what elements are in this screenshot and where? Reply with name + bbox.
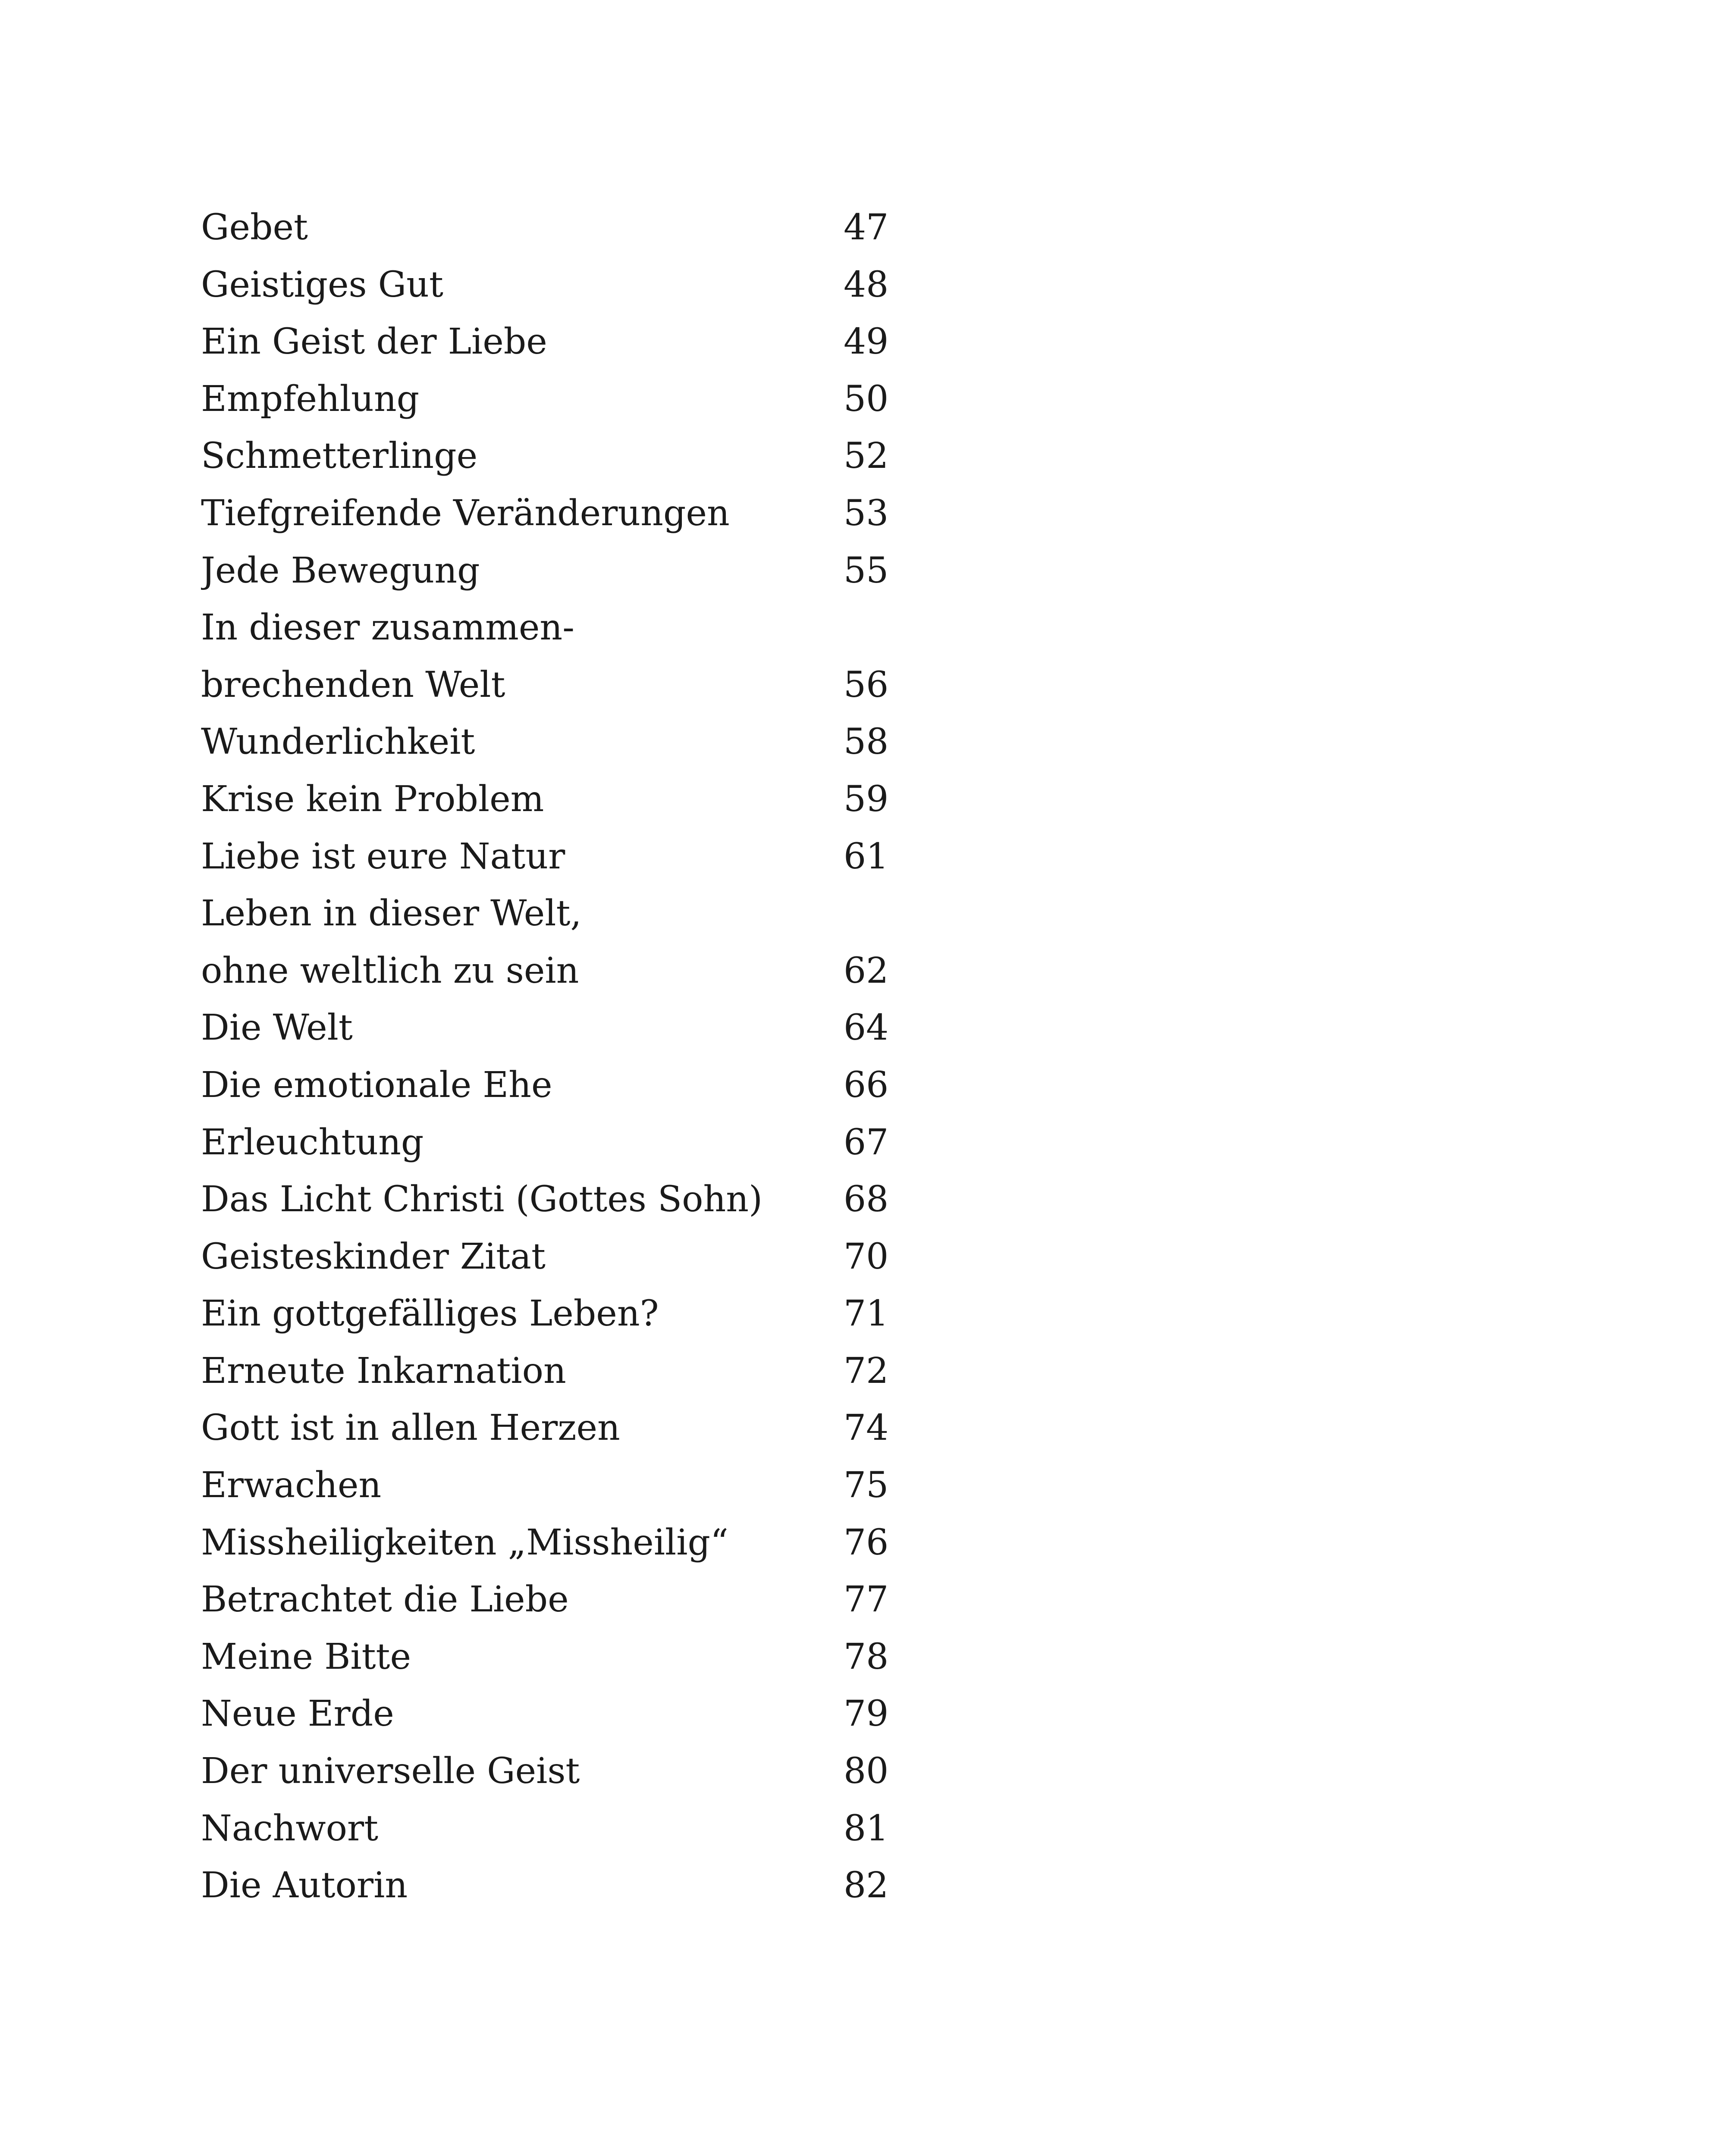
toc-entry-title: Tiefgreifende Veränderungen [201,492,730,534]
toc-entry-title: Geisteskinder Zitat [201,1236,546,1277]
toc-entry [201,1571,934,1629]
toc-entry-title: Geistiges Gut [201,264,443,305]
toc-entry-page: 74 [844,1407,889,1449]
toc-entry-title: Die Welt [201,1007,353,1049]
toc-entry [201,1857,934,1915]
toc-entry-page: 76 [844,1522,889,1563]
toc-entry [201,1114,934,1172]
toc-entry [201,599,934,657]
toc-entry-page: 64 [844,1007,889,1049]
toc-entry-page: 79 [844,1693,889,1735]
toc-entry [201,257,934,314]
toc-entry [201,1171,934,1228]
toc-entry-page: 55 [844,550,889,591]
toc-entry [201,542,934,600]
toc-entry-page: 82 [844,1865,889,1906]
toc-entry [201,1457,934,1514]
toc-entry-title: Krise kein Problem [201,778,544,820]
toc-entry-title: Meine Bitte [201,1636,411,1677]
toc-entry-page: 56 [844,664,889,705]
toc-entry [201,828,934,886]
toc-entry-title: Missheiligkeiten „Missheilig“ [201,1522,728,1563]
toc-entry [201,1343,934,1400]
toc-entry-title: Erwachen [201,1465,382,1506]
toc-entry-page: 71 [844,1293,889,1335]
toc-entry-title: Wunderlichkeit [201,721,475,763]
toc-entry [201,313,934,371]
toc-entry-title: Der universelle Geist [201,1751,580,1792]
toc-entry-page: 70 [844,1236,889,1277]
toc-entry-title: Erneute Inkarnation [201,1350,566,1391]
toc-entry-title: Empfehlung [201,378,420,420]
toc-entry-title: Die Autorin [201,1865,408,1906]
toc-entry-page: 58 [844,721,889,763]
toc-entry-page: 48 [844,264,889,305]
toc-entry [201,428,934,485]
toc-entry [201,1629,934,1686]
toc-entry-page: 78 [844,1636,889,1677]
toc-entry [201,1514,934,1572]
toc-entry [201,657,934,714]
toc-entry-title: Ein gottgefälliges Leben? [201,1293,659,1335]
toc-entry-page: 47 [844,207,889,248]
toc-entry-page: 68 [844,1179,889,1220]
toc-entry-title: Erleuchtung [201,1122,424,1163]
toc-entry [201,1057,934,1114]
toc-entry [201,1743,934,1800]
toc-entry [201,485,934,542]
toc-entry [201,943,934,1000]
toc-entry-page: 53 [844,492,889,534]
toc-entry [201,1800,934,1858]
toc-entry-page: 67 [844,1122,889,1163]
toc-entry [201,371,934,428]
toc-entry-title: Die emotionale Ehe [201,1064,552,1106]
toc-entry-title: Das Licht Christi (Gottes Sohn) [201,1179,763,1220]
toc-entry-title: Nachwort [201,1808,379,1849]
toc-entry-title: Jede Bewegung [201,550,480,591]
toc-entry-page: 50 [844,378,889,420]
toc-entry-page: 72 [844,1350,889,1391]
toc-entry-page: 59 [844,778,889,820]
toc-entry-title: Ein Geist der Liebe [201,321,547,363]
toc-entry [201,199,934,257]
toc-entry-page: 61 [844,836,889,877]
toc-entry-title: Schmetterlinge [201,436,478,477]
toc-entry [201,1400,934,1457]
toc-entry-title: In dieser zusammen- [201,607,574,649]
toc-entry-title: ohne weltlich zu sein [201,950,579,991]
toc-entry-title: Neue Erde [201,1693,394,1735]
toc-entry [201,885,934,943]
toc-entry-page: 49 [844,321,889,363]
toc-entry-title: Gebet [201,207,308,248]
toc-entry-page: 62 [844,950,889,991]
toc-entry-page: 52 [844,436,889,477]
toc-entry [201,771,934,828]
toc-entry-title: Betrachtet die Liebe [201,1579,569,1620]
toc-entry-page: 80 [844,1751,889,1792]
toc-entry-title: brechenden Welt [201,664,505,705]
toc-entry [201,1000,934,1057]
table-of-contents [201,199,934,1915]
toc-entry [201,1285,934,1343]
toc-entry-title: Liebe ist eure Natur [201,836,565,877]
toc-entry [201,1686,934,1743]
toc-entry-title: Leben in dieser Welt, [201,893,582,934]
toc-entry-page: 75 [844,1465,889,1506]
toc-entry [201,714,934,771]
toc-entry-page: 81 [844,1808,889,1849]
toc-entry-page: 77 [844,1579,889,1620]
toc-entry-page: 66 [844,1064,889,1106]
toc-entry [201,1228,934,1286]
toc-entry-title: Gott ist in allen Herzen [201,1407,620,1449]
